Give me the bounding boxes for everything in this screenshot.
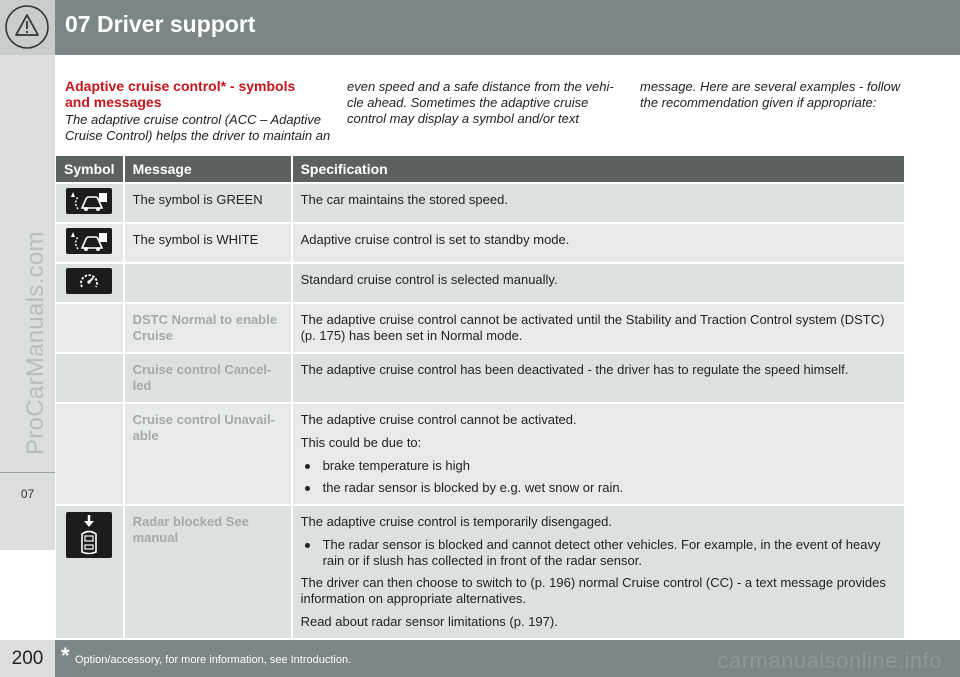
symbols-messages-table [56, 154, 904, 640]
symbol-cell [56, 354, 125, 402]
chapter-number: 07 [20, 487, 35, 501]
acc-car-green-icon [66, 188, 112, 214]
message-cell: Cruise control Unavail-able [125, 404, 293, 504]
page-number: 200 [11, 648, 44, 669]
header-message: Message [125, 156, 293, 182]
table-row [56, 224, 904, 262]
header-symbol: Symbol [56, 156, 125, 182]
page-title: 07 Driver support [65, 11, 256, 37]
speedometer-icon [66, 268, 112, 294]
table-header-row [56, 156, 904, 182]
symbol-cell [56, 184, 125, 222]
header-bar [55, 0, 960, 55]
section-title: Adaptive cruise control* - symbols and messages [65, 78, 296, 110]
spec-paragraph: Read about radar sensor limitations (p. 197). [300, 614, 558, 629]
intro-column-3: message. Here are several examples - follow the recommendation given if appropriate: [640, 79, 901, 110]
symbol-cell [56, 404, 125, 504]
symbol-cell [56, 506, 125, 638]
list-item: the radar sensor is blocked by e.g. wet snow or rain. [301, 480, 896, 496]
message-cell: Radar blocked See manual [125, 506, 293, 638]
symbol-cell [56, 264, 125, 302]
list-item: brake temperature is high [301, 458, 896, 474]
side-tab-divider [0, 472, 55, 473]
radar-blocked-car-icon [66, 512, 112, 558]
list-item: The radar sensor is blocked and cannot detect other vehicles. For example, in the event of heavy rain or if slush has collected in front of the radar sensor. [301, 537, 896, 569]
footer-bar [55, 640, 960, 677]
specification-cell: Adaptive cruise control is set to standby mode. [293, 224, 904, 262]
specification-cell [293, 506, 904, 638]
message-cell [125, 264, 293, 302]
message-cell: Cruise control Cancel-led [125, 354, 293, 402]
symbol-cell [56, 304, 125, 352]
footnote-text: Option/accessory, for more information, see Introduction. [75, 654, 352, 666]
message-cell: The symbol is WHITE [125, 224, 293, 262]
table-row [56, 404, 904, 504]
spec-paragraph: The driver can then choose to switch to (p. 196) normal Cruise control (CC) - a text message provides information on appropriate alternatives. [300, 575, 886, 606]
specification-cell [293, 404, 904, 504]
table-row [56, 264, 904, 302]
header-specification: Specification [293, 156, 904, 182]
footer-watermark: carmanualsonline.info [717, 648, 942, 673]
spec-paragraph: The adaptive cruise control is temporarily disengaged. [300, 514, 613, 529]
footnote-star: * [61, 643, 70, 668]
specification-cell: The adaptive cruise control has been deactivated - the driver has to regulate the speed himself. [293, 354, 904, 402]
specification-cell: Standard cruise control is selected manually. [293, 264, 904, 302]
intro-column-2: even speed and a safe distance from the vehi-cle ahead. Sometimes the adaptive cruise control may display a symbol and/or text [347, 79, 614, 126]
table-row [56, 184, 904, 222]
table-row [56, 354, 904, 402]
warning-triangle-icon [3, 3, 51, 51]
spec-paragraph: This could be due to: [300, 435, 422, 450]
table-row [56, 304, 904, 352]
side-watermark: ProCarManuals.com [22, 231, 49, 455]
bullet-list [301, 458, 896, 496]
spec-paragraph: The adaptive cruise control cannot be activated. [300, 412, 577, 427]
acc-car-white-icon [66, 228, 112, 254]
table-row [56, 506, 904, 638]
intro-column-1: The adaptive cruise control (ACC – Adaptive Cruise Control) helps the driver to maintain an [65, 112, 331, 143]
specification-cell: The car maintains the stored speed. [293, 184, 904, 222]
header-icon-box [0, 0, 55, 55]
symbol-cell [56, 224, 125, 262]
message-cell: DSTC Normal to enable Cruise [125, 304, 293, 352]
bullet-list [301, 537, 896, 569]
specification-cell: The adaptive cruise control cannot be activated until the Stability and Traction Control system (DSTC) (p. 175) has been set in Normal mode. [293, 304, 904, 352]
page-number-box [0, 640, 55, 677]
message-cell: The symbol is GREEN [125, 184, 293, 222]
